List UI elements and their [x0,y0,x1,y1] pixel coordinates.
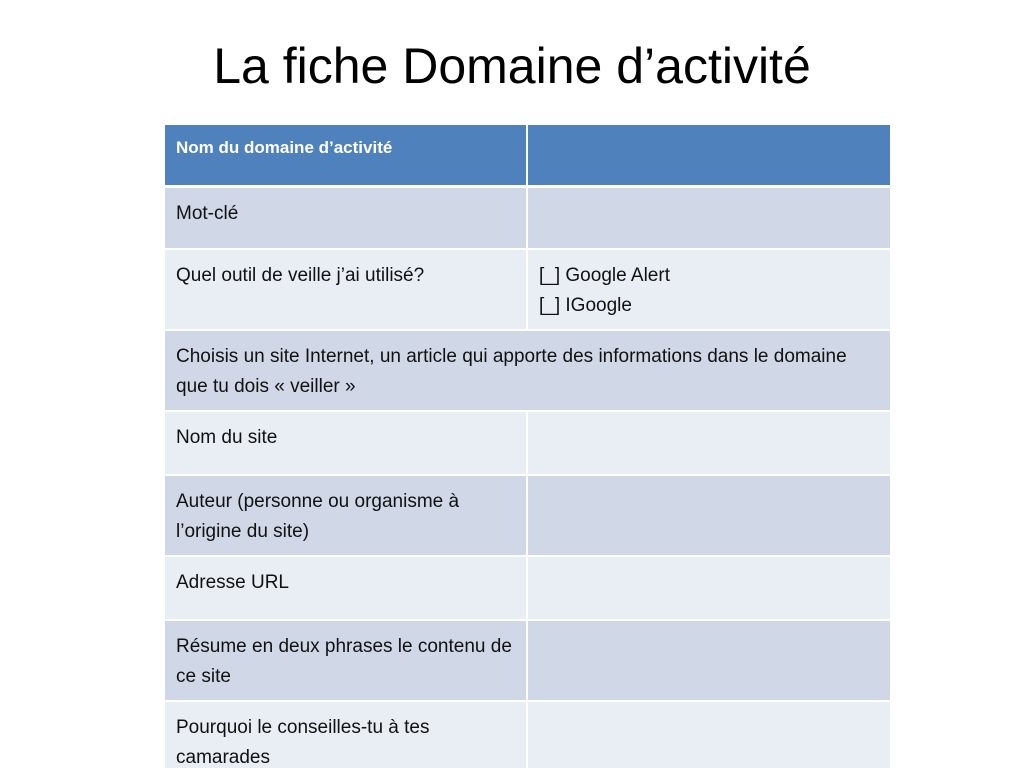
table-row [165,188,890,250]
header-value-cell[interactable] [528,125,890,188]
row-value-summary[interactable] [528,621,890,702]
table-row [165,702,890,768]
option-igoogle[interactable]: [_] IGoogle [539,295,632,316]
row-label-author: Auteur (personne ou organisme à l’origine du site) [165,476,528,557]
table-row [165,331,890,412]
row-value-author[interactable] [528,476,890,557]
activity-form-table [165,125,890,768]
header-label-cell: Nom du domaine d’activité [165,125,528,188]
row-label-recommend: Pourquoi le conseilles-tu à tes camarades [165,702,528,768]
table-header-row [165,125,890,188]
row-label-summary: Résume en deux phrases le contenu de ce site [165,621,528,702]
table-row [165,621,890,702]
row-label-url: Adresse URL [165,557,528,621]
row-instruction: Choisis un site Internet, un article qui apporte des informations dans le domaine que tu dois « veiller » [165,331,890,412]
option-google-alert[interactable]: [_] Google Alert [539,265,670,286]
table-row [165,250,890,331]
table-row [165,412,890,476]
row-label-site-name: Nom du site [165,412,528,476]
row-value-url[interactable] [528,557,890,621]
slide-title: La fiche Domaine d’activité [213,38,811,94]
table-row [165,557,890,621]
row-label-tool: Quel outil de veille j’ai utilisé? [165,250,528,331]
row-value-tool-options [528,250,890,331]
row-value-recommend[interactable] [528,702,890,768]
row-label-keyword: Mot-clé [165,188,528,250]
row-value-keyword[interactable] [528,188,890,250]
table-row [165,476,890,557]
row-value-site-name[interactable] [528,412,890,476]
